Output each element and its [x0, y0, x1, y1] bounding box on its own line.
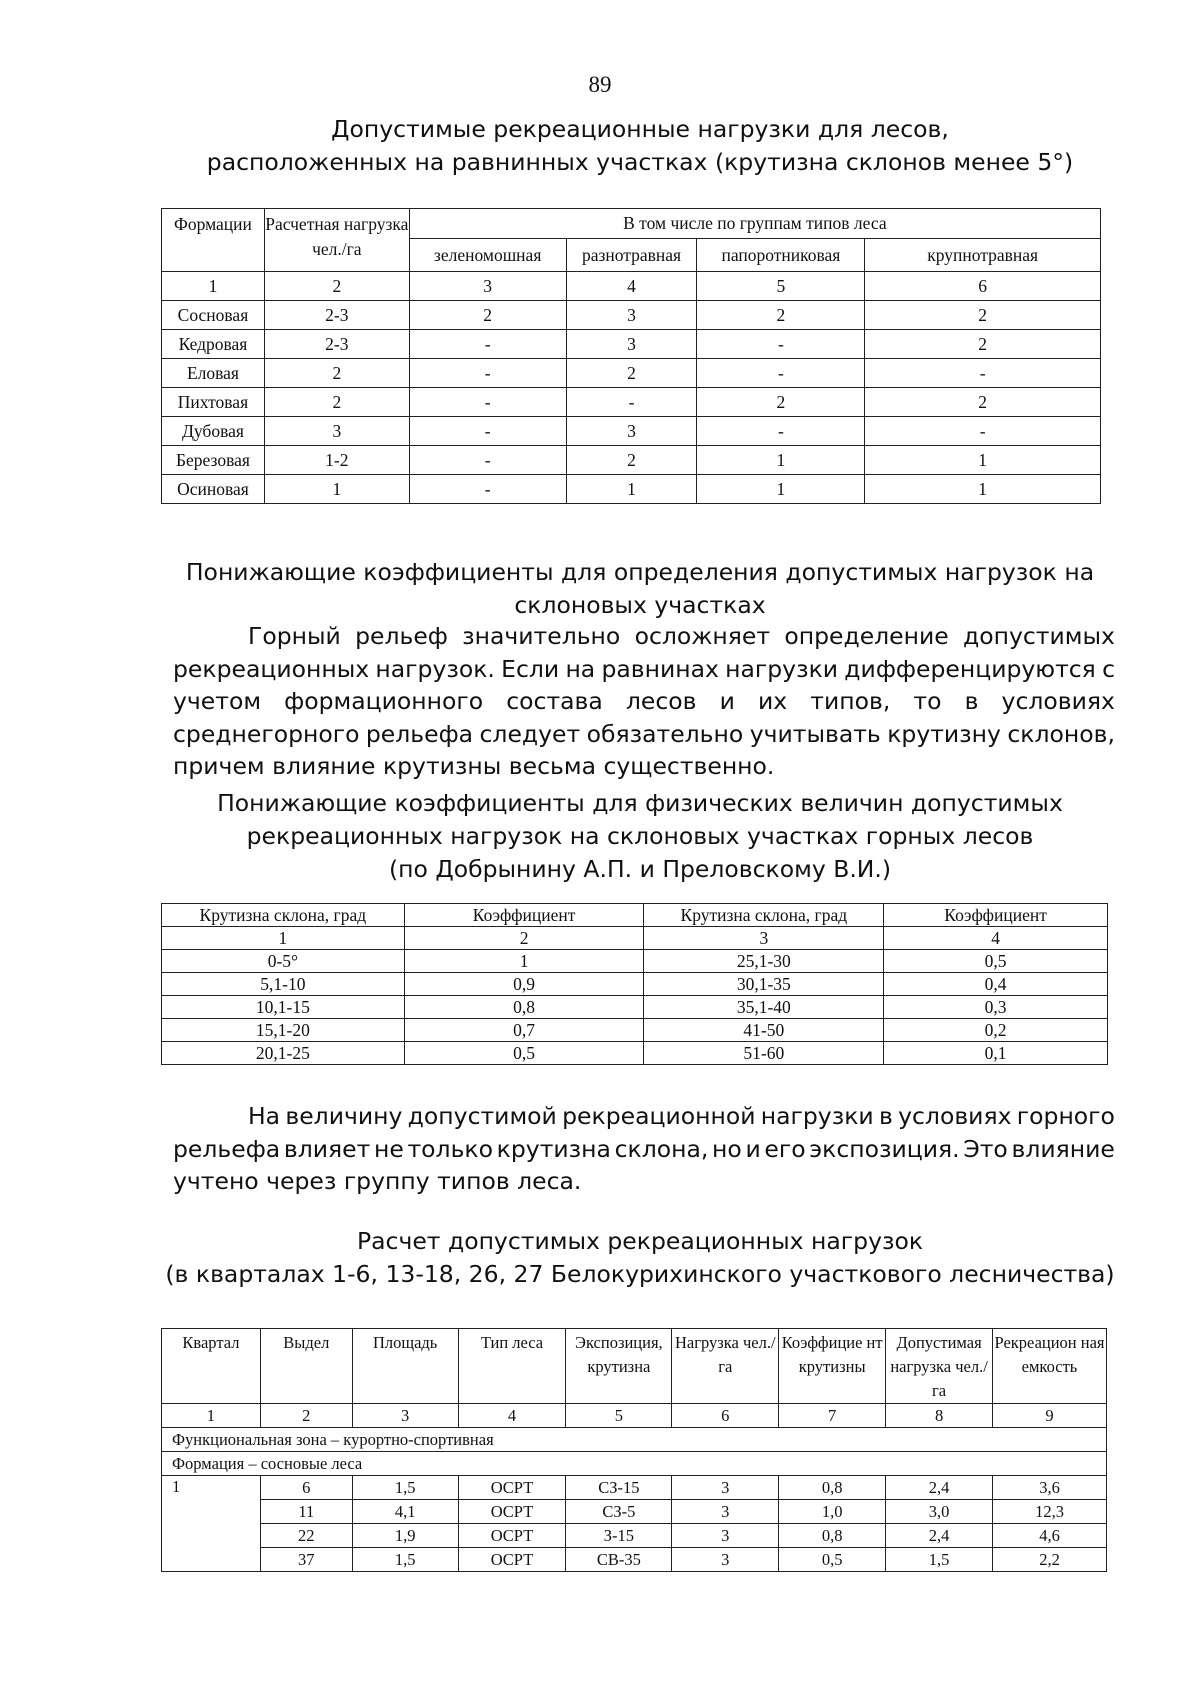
- table-row: [162, 1042, 1108, 1065]
- header-cell: Тип леса: [458, 1329, 566, 1404]
- table-cell: 1: [162, 272, 265, 301]
- table-cell: 4: [566, 272, 697, 301]
- header-cell: Коэффициент: [884, 904, 1108, 927]
- table-cell: 2,2: [993, 1548, 1107, 1572]
- table-header-row: [162, 1329, 1107, 1404]
- table-cell: 0,8: [404, 996, 644, 1019]
- table-cell: Еловая: [162, 359, 265, 388]
- table-cell: 3: [672, 1500, 779, 1524]
- page-number: 89: [588, 72, 612, 97]
- table-cell: ОСРТ: [458, 1548, 566, 1572]
- table-cell: 1: [404, 950, 644, 973]
- table-cell: 2: [409, 301, 566, 330]
- table-cell: 0,8: [779, 1476, 886, 1500]
- header-cell: разнотравная: [566, 239, 697, 272]
- paragraph-line: рельефа влияет не только крутизна склона, но и его экспозиция. Это влияние: [173, 1134, 1115, 1163]
- table-cell: 0,9: [404, 973, 644, 996]
- table-cell: 1,9: [352, 1524, 458, 1548]
- table-cell: 2: [264, 388, 409, 417]
- table-cell: 3: [566, 301, 697, 330]
- table-cell: 2: [260, 1404, 352, 1428]
- table-cell: 4: [884, 927, 1108, 950]
- table-cell: 0,5: [779, 1548, 886, 1572]
- table-cell: Дубовая: [162, 417, 265, 446]
- table-cell: 3,0: [886, 1500, 993, 1524]
- table-cell: 1: [865, 475, 1101, 504]
- table-cell: -: [566, 388, 697, 417]
- header-cell: Выдел: [260, 1329, 352, 1404]
- table-cell: -: [409, 446, 566, 475]
- paragraph-line: рекреационных нагрузок. Если на равнинах нагрузки дифференцируются с: [173, 654, 1115, 683]
- table-row: [162, 1019, 1108, 1042]
- zone-label: Функциональная зона – курортно-спортивная: [162, 1428, 1107, 1452]
- table-cell: 2,4: [886, 1476, 993, 1500]
- table-cell: 1: [566, 475, 697, 504]
- table-cell: 5: [566, 1404, 672, 1428]
- header-cell: Допустимая нагрузка чел./га: [886, 1329, 993, 1404]
- title-line: расположенных на равнинных участках (крутизна склонов менее 5°): [206, 148, 1074, 176]
- table-cell: 2: [264, 359, 409, 388]
- table-cell: 3: [644, 927, 884, 950]
- table-cell: 3: [672, 1476, 779, 1500]
- table-row: [162, 973, 1108, 996]
- header-cell: Коэффициент: [404, 904, 644, 927]
- header-cell: Нагрузка чел./га: [672, 1329, 779, 1404]
- header-cell: Крутизна склона, град: [644, 904, 884, 927]
- table-cell: 5,1-10: [162, 973, 405, 996]
- table-cell: 10,1-15: [162, 996, 405, 1019]
- table-cell: 1,5: [352, 1476, 458, 1500]
- table-cell: 2: [865, 301, 1101, 330]
- table-cell: 2: [697, 301, 865, 330]
- paragraph-line: Горный рельеф значительно осложняет определение допустимых: [248, 622, 1115, 650]
- table-cell: Сосновая: [162, 301, 265, 330]
- table-cell: -: [865, 417, 1101, 446]
- table-cell: 1: [264, 475, 409, 504]
- table-cell: 4: [458, 1404, 566, 1428]
- kvartal-cell: 1: [162, 1476, 261, 1572]
- slope-coefficient-table: [161, 903, 1108, 1065]
- table-cell: 3: [409, 272, 566, 301]
- table-cell: 0,4: [884, 973, 1108, 996]
- table-cell: ОСРТ: [458, 1524, 566, 1548]
- table-cell: 1,0: [779, 1500, 886, 1524]
- title-line: Допустимые рекреационные нагрузки для лесов,: [331, 115, 949, 143]
- table-cell: 0,1: [884, 1042, 1108, 1065]
- table-row: [162, 1500, 1107, 1524]
- table-cell: 15,1-20: [162, 1019, 405, 1042]
- table-cell: Пихтовая: [162, 388, 265, 417]
- table-cell: 4,6: [993, 1524, 1107, 1548]
- table-cell: Березовая: [162, 446, 265, 475]
- table-cell: ОСРТ: [458, 1476, 566, 1500]
- title-line: Понижающие коэффициенты для определения допустимых нагрузок на: [185, 558, 1095, 586]
- table-cell: 6: [260, 1476, 352, 1500]
- table-cell: 11: [260, 1500, 352, 1524]
- table-cell: 0,8: [779, 1524, 886, 1548]
- table-cell: 1,5: [886, 1548, 993, 1572]
- title-line: (по Добрынину А.П. и Преловскому В.И.): [388, 855, 892, 883]
- table-cell: 9: [993, 1404, 1107, 1428]
- table-cell: 5: [697, 272, 865, 301]
- table-cell: 20,1-25: [162, 1042, 405, 1065]
- table-cell: 2: [865, 330, 1101, 359]
- table-cell: 3: [672, 1548, 779, 1572]
- table-cell: 2: [566, 359, 697, 388]
- table-cell: 0,5: [404, 1042, 644, 1065]
- table-row: [162, 1548, 1107, 1572]
- title-slope-coefficients: [160, 556, 1120, 622]
- table-cell: З-15: [566, 1524, 672, 1548]
- table-cell: 2,4: [886, 1524, 993, 1548]
- table-row: [162, 388, 1101, 417]
- table-cell: СЗ-5: [566, 1500, 672, 1524]
- column-number-row: [162, 272, 1101, 301]
- header-cell: В том числе по группам типов леса: [409, 209, 1100, 239]
- table-cell: 35,1-40: [644, 996, 884, 1019]
- table-cell: ОСРТ: [458, 1500, 566, 1524]
- column-number-row: [162, 1404, 1107, 1428]
- table-cell: СЗ-15: [566, 1476, 672, 1500]
- zone-row: [162, 1428, 1107, 1452]
- table-row: [162, 417, 1101, 446]
- table-cell: 2: [264, 272, 409, 301]
- table-row: [162, 1524, 1107, 1548]
- header-cell: Формации: [162, 209, 265, 272]
- title-line: (в кварталах 1-6, 13-18, 26, 27 Белокурихинского участкового лесничества): [165, 1260, 1115, 1288]
- header-cell: Площадь: [352, 1329, 458, 1404]
- header-cell: Расчетная нагрузка чел./га: [264, 209, 409, 272]
- table-row: [162, 359, 1101, 388]
- title-calculation: [160, 1225, 1120, 1291]
- table-row: [162, 446, 1101, 475]
- table-cell: 6: [672, 1404, 779, 1428]
- table-cell: 1: [162, 927, 405, 950]
- table-cell: 3: [566, 330, 697, 359]
- table-cell: -: [697, 330, 865, 359]
- table-cell: 51-60: [644, 1042, 884, 1065]
- formation-label: Формация – сосновые леса: [162, 1452, 1107, 1476]
- header-cell: Рекреацион ная емкость: [993, 1329, 1107, 1404]
- paragraph-exposure: [173, 1100, 1115, 1198]
- table-cell: 0,5: [884, 950, 1108, 973]
- table-cell: -: [865, 359, 1101, 388]
- table-row: [162, 301, 1101, 330]
- header-cell: Коэффицие нт крутизны: [779, 1329, 886, 1404]
- table-cell: 4,1: [352, 1500, 458, 1524]
- paragraph-line: учетом формационного состава лесов и их типов, то в условиях: [173, 687, 1115, 715]
- title-plain-loads: [160, 113, 1120, 179]
- table-cell: -: [409, 330, 566, 359]
- table-cell: 3: [672, 1524, 779, 1548]
- table-row: [162, 950, 1108, 973]
- table-cell: 1: [697, 475, 865, 504]
- table-header-row: [162, 209, 1101, 239]
- table-cell: 2: [697, 388, 865, 417]
- table-row: [162, 1476, 1107, 1500]
- table-row: [162, 475, 1101, 504]
- header-cell: Крутизна склона, град: [162, 904, 405, 927]
- table-cell: 3: [566, 417, 697, 446]
- table-cell: -: [409, 475, 566, 504]
- table-cell: 1: [697, 446, 865, 475]
- table-cell: 3: [352, 1404, 458, 1428]
- title-line: Понижающие коэффициенты для физических величин допустимых: [217, 789, 1063, 817]
- plain-loads-table: [161, 208, 1101, 504]
- table-cell: 7: [779, 1404, 886, 1428]
- table-cell: 1: [865, 446, 1101, 475]
- formation-row: [162, 1452, 1107, 1476]
- table-cell: 12,3: [993, 1500, 1107, 1524]
- table-cell: 30,1-35: [644, 973, 884, 996]
- table-cell: 0-5°: [162, 950, 405, 973]
- table-cell: Осиновая: [162, 475, 265, 504]
- table-cell: 2-3: [264, 301, 409, 330]
- table-cell: -: [697, 417, 865, 446]
- table-cell: 2-3: [264, 330, 409, 359]
- table-cell: -: [409, 388, 566, 417]
- header-cell: крупнотравная: [865, 239, 1101, 272]
- table-cell: 2: [404, 927, 644, 950]
- paragraph-line: На величину допустимой рекреационной нагрузки в условиях горного: [248, 1102, 1115, 1130]
- table-cell: Кедровая: [162, 330, 265, 359]
- title-line: Расчет допустимых рекреационных нагрузок: [356, 1227, 924, 1255]
- table-row: [162, 996, 1108, 1019]
- table-cell: 1,5: [352, 1548, 458, 1572]
- title-line: склоновых участках: [514, 591, 766, 619]
- header-cell: Квартал: [162, 1329, 261, 1404]
- table-cell: 0,2: [884, 1019, 1108, 1042]
- header-cell: Экспозиция, крутизна: [566, 1329, 672, 1404]
- table-cell: -: [697, 359, 865, 388]
- table-header-row: [162, 904, 1108, 927]
- paragraph-line: среднегорного рельефа следует обязательно учитывать крутизну склонов,: [173, 719, 1115, 748]
- table-cell: 0,3: [884, 996, 1108, 1019]
- table-cell: 1: [162, 1404, 261, 1428]
- title-line: рекреационных нагрузок на склоновых участках горных лесов: [246, 822, 1034, 850]
- paragraph-line: учтено через группу типов леса.: [173, 1167, 582, 1195]
- table-cell: 25,1-30: [644, 950, 884, 973]
- table-cell: 6: [865, 272, 1101, 301]
- table-cell: 1-2: [264, 446, 409, 475]
- table-cell: 3: [264, 417, 409, 446]
- recreational-load-calculation-table: [161, 1328, 1107, 1572]
- table-cell: -: [409, 359, 566, 388]
- table-row: [162, 330, 1101, 359]
- column-number-row: [162, 927, 1108, 950]
- paragraph-line: причем влияние крутизны весьма существенно.: [173, 752, 775, 780]
- table-cell: -: [409, 417, 566, 446]
- table-cell: 8: [886, 1404, 993, 1428]
- table-cell: 0,7: [404, 1019, 644, 1042]
- table-cell: 2: [865, 388, 1101, 417]
- table-cell: 2: [566, 446, 697, 475]
- paragraph-mountain-relief: [173, 620, 1115, 783]
- title-coefficient-table: [160, 787, 1120, 886]
- table-cell: 22: [260, 1524, 352, 1548]
- table-cell: 41-50: [644, 1019, 884, 1042]
- header-cell: зеленомошная: [409, 239, 566, 272]
- table-cell: СВ-35: [566, 1548, 672, 1572]
- header-cell: папоротниковая: [697, 239, 865, 272]
- table-cell: 3,6: [993, 1476, 1107, 1500]
- table-cell: 37: [260, 1548, 352, 1572]
